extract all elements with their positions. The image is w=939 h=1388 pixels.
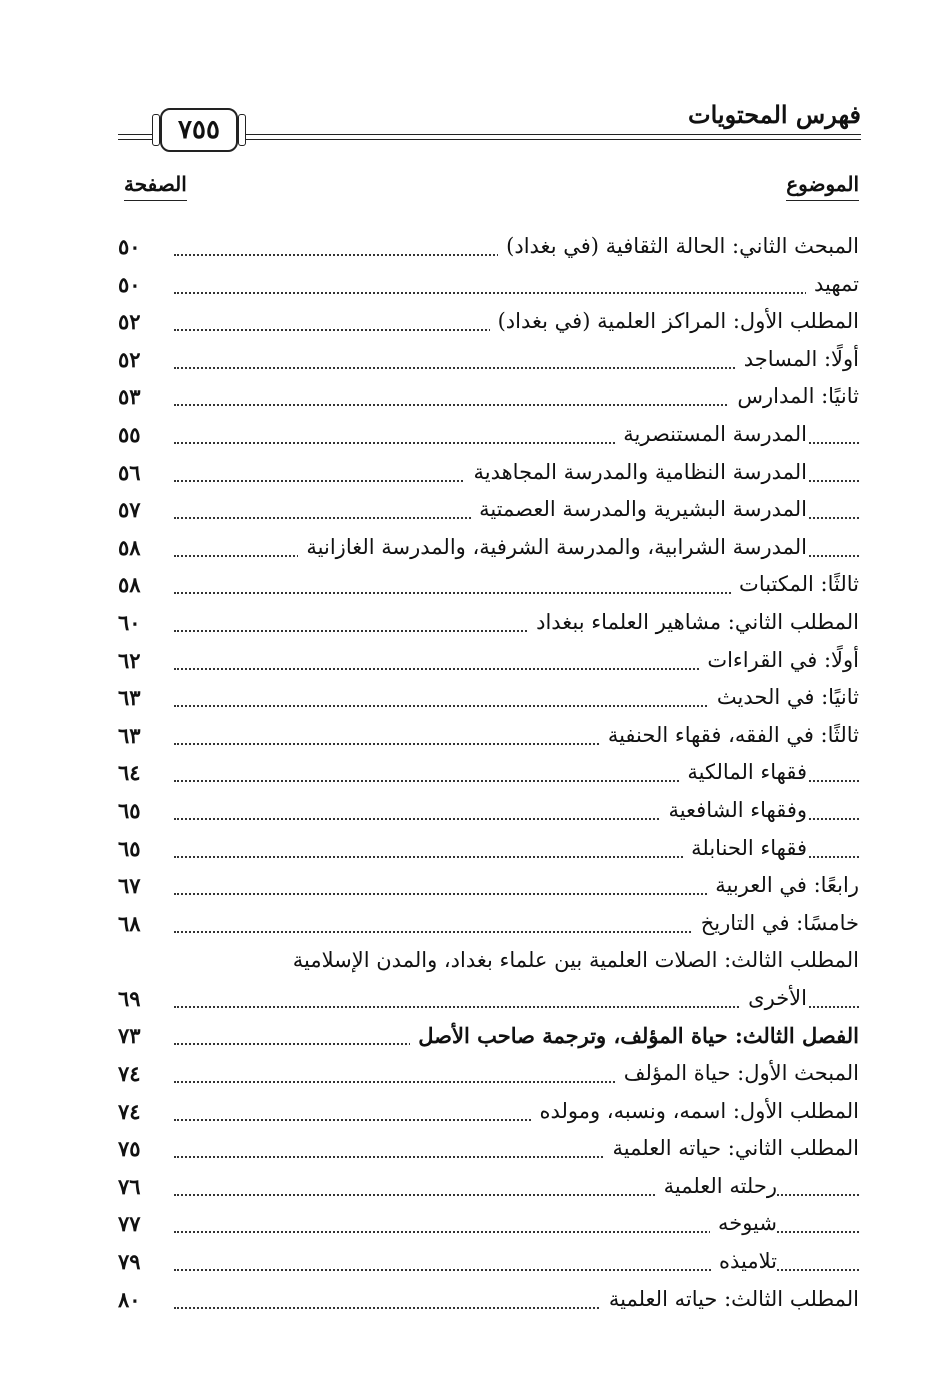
toc-entry [118, 758, 859, 796]
toc-entry-page: ٦٧ [118, 873, 141, 899]
toc-entry-title: الأخرى [740, 986, 807, 1010]
toc-entry-page: ٧٤ [118, 1061, 141, 1087]
toc-entry-title: أولًا: المساجد [736, 347, 859, 371]
toc-entry-page: ٦٢ [118, 647, 141, 673]
toc-entry [118, 232, 859, 270]
toc-entry-page: ٥٨ [118, 534, 141, 560]
toc-entry [118, 270, 859, 308]
toc-entry [118, 796, 859, 834]
toc-entry-page: ٧٦ [118, 1173, 141, 1199]
toc-entry-page: ٦٩ [118, 985, 141, 1011]
toc-entry-page: ٦٣ [118, 722, 141, 748]
toc-entry-page: ٥٦ [118, 459, 141, 485]
toc-entry [118, 946, 859, 984]
toc-entry [118, 420, 859, 458]
toc-entry-title: المطلب الثاني: حياته العلمية [605, 1136, 859, 1160]
toc-entry [118, 345, 859, 383]
header-rule [118, 139, 152, 140]
toc-entry [118, 1021, 859, 1059]
toc-entry-title: تلاميذه [711, 1249, 777, 1273]
toc-entry-page: ٦٠ [118, 609, 141, 635]
toc-entry-page: ٧٤ [118, 1098, 141, 1124]
toc-entry-page: ٥٢ [118, 309, 141, 335]
toc-entry [118, 871, 859, 909]
toc-entry [118, 1285, 859, 1323]
toc-entry-page: ٦٤ [118, 760, 141, 786]
toc-entry [118, 909, 859, 947]
toc-entry [118, 646, 859, 684]
toc-entry-title: رحلته العلمية [656, 1174, 777, 1198]
toc-entry-title: المبحث الثاني: الحالة الثقافية (في بغداد) [498, 234, 859, 258]
toc-entry-page: ٥٢ [118, 346, 141, 372]
toc-entry [118, 382, 859, 420]
header-rule [244, 139, 861, 140]
toc-entry-page: ٧٣ [118, 1023, 141, 1049]
toc-entry-page: ٨٠ [118, 1286, 141, 1312]
toc-entry-title: المطلب الأول: المراكز العلمية (في بغداد) [490, 309, 859, 333]
toc-entry-page: ٥٠ [118, 234, 141, 259]
toc-entry-page: ٧٧ [118, 1211, 141, 1237]
toc-entry-title: شيوخه [710, 1211, 777, 1235]
toc-entry-title: المبحث الأول: حياة المؤلف [616, 1061, 859, 1085]
toc-entry-page: ٥٠ [118, 271, 141, 297]
toc-entry [118, 1209, 859, 1247]
toc-entry-title: ثالثًا: في الفقه، فقهاء الحنفية [600, 723, 859, 747]
toc-entry-title: المطلب الأول: اسمه، ونسبه، ومولده [531, 1099, 859, 1123]
toc-entry-title: ثانيًا: المدارس [729, 384, 859, 408]
toc-entry-title: المدرسة البشيرية والمدرسة العصمتية [471, 497, 807, 521]
toc-entry-title: تمهيد [806, 272, 859, 296]
toc-entry-page: ٦٥ [118, 797, 141, 823]
toc-entry [118, 683, 859, 721]
toc-entry [118, 458, 859, 496]
column-header-topic: الموضوع [786, 172, 859, 201]
toc-entry-title: المطلب الثالث: الصلات العلمية بين علماء بغداد، والمدن الإسلامية [285, 948, 859, 972]
page-header-title: فهرس المحتويات [687, 100, 861, 129]
toc-entry-title: خامسًا: في التاريخ [693, 911, 859, 935]
page-number: ٧٥٥ [178, 115, 220, 145]
toc-entry-title: المدرسة الشرابية، والمدرسة الشرفية، والمدرسة الغازانية [298, 535, 807, 559]
dot-leader [174, 292, 859, 294]
toc-entry-title: ثالثًا: المكتبات [731, 572, 859, 596]
toc-entry [118, 1247, 859, 1285]
toc-entry-page: ٥٨ [118, 572, 141, 598]
toc-entry [118, 1134, 859, 1172]
toc-entry-page: ٧٥ [118, 1136, 141, 1162]
page-number-badge [160, 108, 238, 152]
toc-entry-title: ثانيًا: في الحديث [709, 685, 859, 709]
toc-entry [118, 570, 859, 608]
table-of-contents [118, 232, 859, 1322]
toc-entry-title: المطلب الثالث: حياته العلمية [601, 1287, 859, 1311]
column-header-page: الصفحة [124, 172, 187, 201]
toc-entry-title: فقهاء المالكية [679, 760, 807, 784]
toc-entry-title: رابعًا: في العربية [707, 873, 859, 897]
toc-entry-page: ٦٨ [118, 910, 141, 936]
toc-entry [118, 533, 859, 571]
header-rule [118, 134, 152, 135]
toc-entry-page: ٥٣ [118, 384, 141, 410]
toc-entry-page: ٦٥ [118, 835, 141, 861]
toc-entry [118, 608, 859, 646]
toc-entry [118, 495, 859, 533]
toc-entry-page: ٥٥ [118, 421, 141, 447]
toc-entry [118, 984, 859, 1022]
toc-entry [118, 307, 859, 345]
toc-entry [118, 1097, 859, 1135]
toc-entry [118, 721, 859, 759]
toc-entry [118, 1059, 859, 1097]
toc-entry-page: ٧٩ [118, 1249, 141, 1275]
toc-entry-title: وفقهاء الشافعية [660, 798, 807, 822]
toc-entry-title: المطلب الثاني: مشاهير العلماء ببغداد [528, 610, 859, 634]
toc-entry-title: أولًا: في القراءات [699, 648, 859, 672]
toc-entry-page: ٦٣ [118, 685, 141, 711]
toc-entry-page: ٥٧ [118, 497, 141, 523]
toc-entry [118, 1172, 859, 1210]
header-rule [244, 134, 861, 135]
toc-entry-title: فقهاء الحنابلة [683, 836, 807, 860]
toc-entry-title: الفصل الثالث: حياة المؤلف، وترجمة صاحب الأصل [410, 1023, 859, 1048]
toc-entry-title: المدرسة النظامية والمدرسة المجاهدية [465, 460, 807, 484]
toc-entry-title: المدرسة المستنصرية [615, 422, 807, 446]
toc-entry [118, 834, 859, 872]
